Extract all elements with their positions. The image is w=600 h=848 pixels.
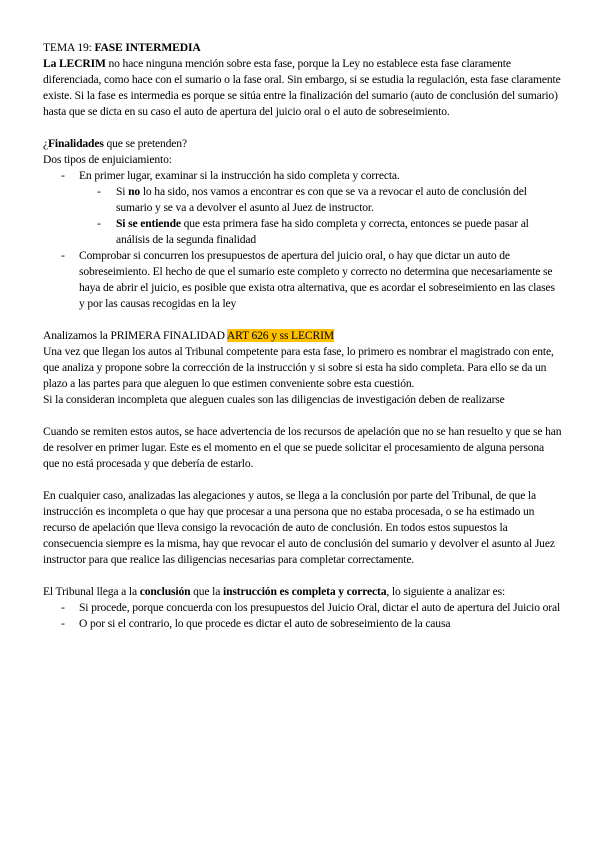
finalidades-types: Dos tipos de enjuiciamiento:: [43, 153, 172, 166]
spacer: [43, 120, 563, 136]
sub-list-item: - Si se entiende que esta primera fase ha sido completa y correcta, entonces se puede pasar al análisis de la segunda finalidad: [43, 216, 563, 248]
list-item: - Si procede, porque concuerda con los presupuestos del Juicio Oral, dictar el auto de apertura del Juicio oral: [43, 600, 563, 616]
list-item: - Comprobar si concurren los presupuestos de apertura del juicio oral, o hay que dictar un auto de sobreseimiento. El hecho de que el sumario este completo y correcto no determina que necesariamente se haya de abrir el juicio, es posible que exista otra alternativa, que es acordar el sobreseimiento en las clases y por las causas recogidas en la ley: [43, 248, 563, 312]
primera-paragraph-4: En cualquier caso, analizadas las alegaciones y autos, se llega a la conclusión por parte del Tribunal, de que la instrucción es incompleta o que hay que procesar a una persona que no estaba procesada, o se ha estimado un recurso de apelación que lleva consigo la revocación de auto de conclusión. En todos estos supuestos la consecuencia siempre es la misma, hay que revocar el auto de conclusión del sumario y devolver el asunto al Juez instructor para que realice las diligencias necesarias para completar correctamente.: [43, 489, 555, 566]
spacer: [43, 568, 563, 584]
list-item: - O por si el contrario, lo que procede es dictar el auto de sobreseimiento de la causa: [43, 616, 563, 632]
highlighted-reference: ART 626 y ss LECRIM: [226, 329, 334, 342]
sub-list-item: - Si no lo ha sido, nos vamos a encontrar es con que se va a revocar el auto de conclusión del sumario y se va a devolver el asunto al Juez de instructor.: [43, 184, 563, 216]
primera-paragraph-3: Cuando se remiten estos autos, se hace advertencia de los recursos de apelación que no se han resuelto y que se han de resolver en primer lugar. Este es el momento en el que se puede solicitar el procesamiento de alguna persona que no está procesada y que debería de estarlo.: [43, 425, 562, 470]
spacer: [43, 408, 563, 424]
primera-paragraph-2: Si la consideran incompleta que aleguen cuales son las diligencias de investigación deben de realizarse: [43, 393, 505, 406]
spacer: [43, 472, 563, 488]
list-item: - En primer lugar, examinar si la instrucción ha sido completa y correcta. - Si no lo ha sido, nos vamos a encontrar es con que se va a revocar el auto de conclusión del sumario y se va a devolver el asunto al Juez de instructor. - Si se entiende que esta primera fase ha sido completa y correcta, entonces se puede pasar al análisis de la segunda finalidad: [43, 168, 563, 248]
document-page: [43, 40, 563, 632]
intro-paragraph: La LECRIM no hace ninguna mención sobre esta fase, porque la Ley no establece esta fase claramente diferenciada, como hace con el sumario o la fase oral. Sin embargo, si se estudia la regulación, esta fase claramente existe. Si la fase es intermedia es porque se sitúa entre la finalización del sumario (auto de conclusión del sumario) hasta que se dicta en su caso el auto de apertura del juicio oral o el auto de sobreseimiento.: [43, 57, 561, 118]
finalidades-question: ¿Finalidades que se pretenden?: [43, 137, 187, 150]
primera-heading: Analizamos la PRIMERA FINALIDAD ART 626 y ss LECRIM: [43, 329, 334, 342]
primera-paragraph-1: Una vez que llegan los autos al Tribunal competente para esta fase, lo primero es nombrar el magistrado con ente, que analiza y propone sobre la corrección de la instrucción y si sobre si esta ha sido completa. Para ello se da un plazo a las partes para que aleguen lo que estimen conveniente sobre esta cuestión.: [43, 345, 554, 390]
sub-list: [79, 184, 563, 248]
spacer: [43, 312, 563, 328]
finalidades-list: [43, 168, 563, 312]
page-title: TEMA 19: FASE INTERMEDIA: [43, 41, 201, 54]
conclusion-paragraph: El Tribunal llega a la conclusión que la instrucción es completa y correcta, lo siguiente a analizar es:: [43, 585, 506, 598]
conclusion-list: [43, 600, 563, 632]
